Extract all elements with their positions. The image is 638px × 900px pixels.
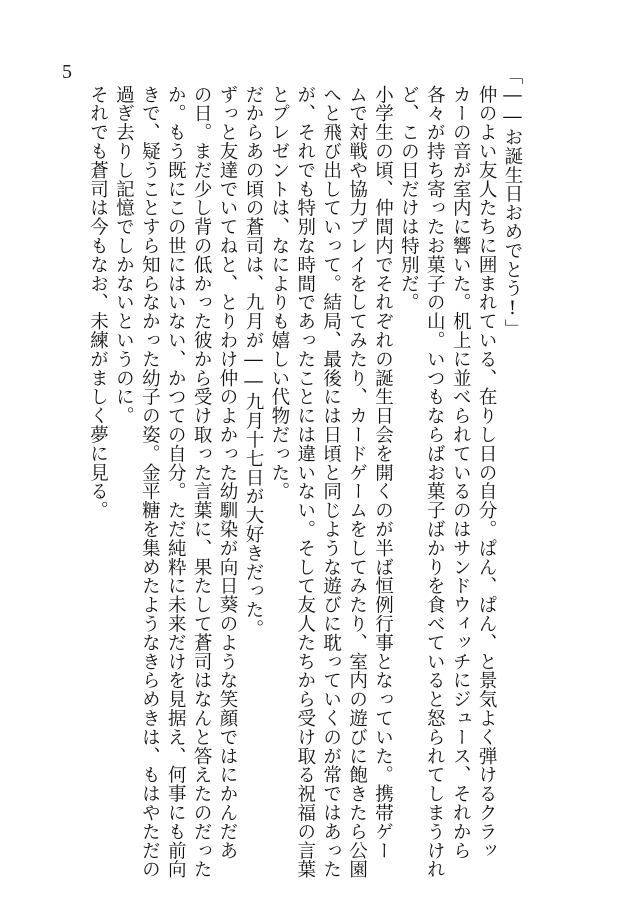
text-line: ムで対戦や協力プレイをしてみたり、カードゲームをしてみたり、室内の遊びに飽きたら公園 [346,84,368,879]
text-line: 各々が持ち寄ったお菓子の山。いつもならばお菓子ばかりを食べていると怒られてしまうけれ [424,84,446,879]
text-line: へと飛び出していって。結局、最後には日頃と同じような遊びに耽っていくのが常ではあった [320,84,342,879]
paragraph-birthday-scene [395,66,499,879]
text-line: カーの音が室内に響いた。机上に並べられているのはサンドウィッチにジュース、それから [450,84,472,860]
text-line: 過ぎ去りし記憶でしかないというのに。 [113,84,135,425]
text-line: ど、この日だけは特別だ。 [398,84,420,312]
text-line: の日。まだ少し背の低かった彼から受け取った言葉に、果たして蒼司はなんと答えたのだった [191,84,213,879]
text-line: か。もう既にこの世にはいない、かつての自分。ただ純粋に未来だけを見据え、何事にも前向 [165,84,187,879]
text-line: きで、疑うことすら知らなかった幼子の姿。金平糖を集めたようなきらめきは、もはやただの [139,84,161,879]
paragraph-childhood-friend [111,66,241,879]
text-line: それでも蒼司は今もなお、未練がましく夢に見る。 [87,84,109,520]
text-line: 「――お誕生日おめでとう!」 [502,66,523,339]
paragraph-dialogue [499,66,525,826]
text-line: ずっと友達でいてねと、とりわけ仲のよかった幼馴染が向日葵のような笑顔ではにかんだあ [217,84,239,860]
text-line: 小学生の頃、仲間内でそれぞれの誕生日会を開くのが半ば恒例行事となっていた。携帯ゲー [372,84,394,860]
vertical-text-body [85,66,525,879]
paragraph-september [240,66,266,826]
paragraph-elementary-school [266,66,396,879]
page-number: 5 [62,61,72,83]
text-line: 仲のよい友人たちに囲まれている、在りし日の自分。ぱん、ぱん、と景気よく弾けるクラッ [476,84,498,860]
text-line: だからあの頃の蒼司は、九月が――九月十七日が大好きだった。 [242,84,264,638]
text-line: が、それでも特別な時間であったことには違いない。そして友人たちから受け取る祝福の言葉 [294,84,316,879]
paragraph-dream [85,66,111,826]
text-line: とプレゼントは、なによりも嬉しい代物だった。 [268,84,290,501]
